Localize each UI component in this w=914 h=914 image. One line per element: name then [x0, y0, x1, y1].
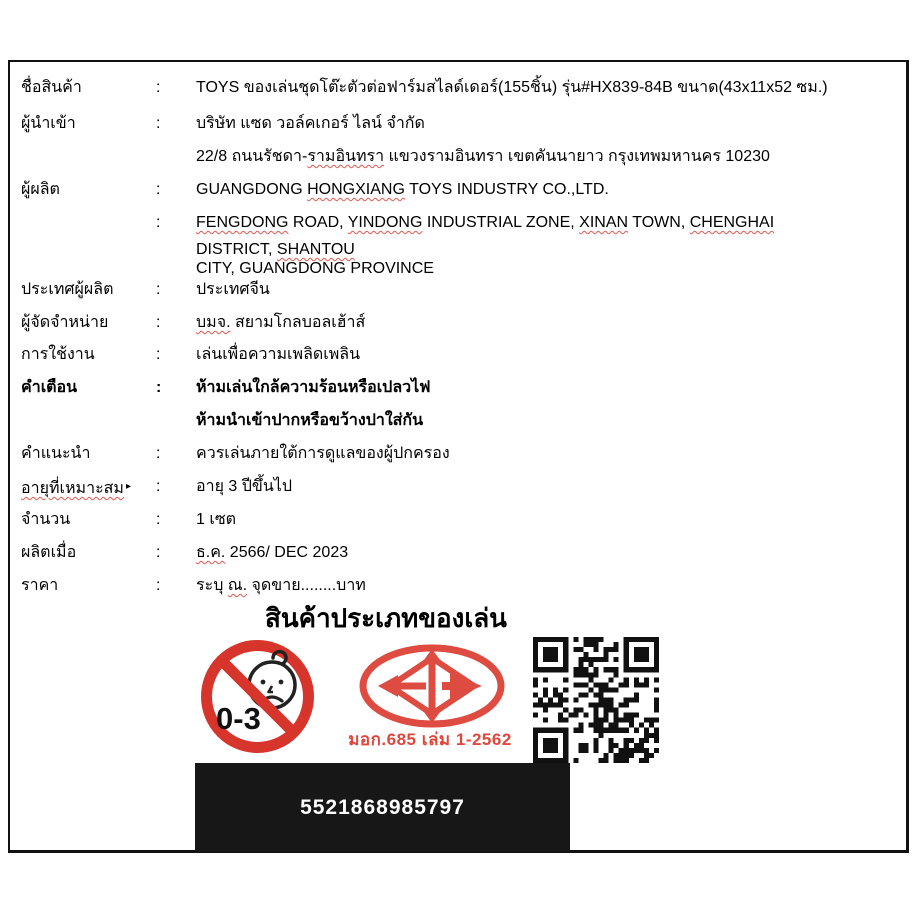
field-row-price	[0, 574, 914, 598]
text-part-misspelled: XINAN	[579, 214, 629, 231]
text-part-misspelled: FENGDONG	[196, 214, 289, 231]
field-value: อายุ 3 ปีขึ้นไป	[196, 478, 292, 495]
text-part-misspelled: อายุที่เหมาะสม	[21, 480, 124, 497]
field-row-distributor	[0, 311, 914, 335]
field-row-warning	[0, 376, 914, 400]
text-part: INDUSTRIAL ZONE,	[422, 214, 580, 231]
field-colon: :	[156, 478, 161, 495]
field-label: ประเทศผู้ผลิต	[21, 281, 114, 298]
field-value: TOYS ของเล่นชุดโต๊ะตัวต่อฟาร์มสไลด์เดอร์(155ชิ้น) รุ่น#HX839-84B ขนาด(43x11x52 ซม.)	[196, 79, 828, 96]
field-row-quantity	[0, 508, 914, 532]
product-type-title: สินค้าประเภทของเล่น	[265, 603, 507, 633]
field-value	[196, 178, 609, 202]
field-label: การใช้งาน	[21, 346, 95, 363]
text-part: สยามโกลบอลเฮ้าส์	[230, 314, 366, 331]
text-part: ระบุ	[196, 577, 228, 594]
field-row-country	[0, 278, 914, 302]
text-part-misspelled: รามอินทรา	[307, 148, 385, 165]
field-value: ควรเล่นภายใต้การดูแลของผู้ปกครอง	[196, 445, 450, 462]
field-row-importer	[0, 112, 914, 136]
field-colon: :	[156, 181, 161, 198]
annotation-marker-icon: ▸	[125, 481, 131, 492]
tis-mark-icon	[358, 644, 506, 728]
field-colon: :	[156, 214, 161, 231]
text-part-misspelled: HONGXIANG	[307, 181, 405, 198]
field-label: คำเตือน	[21, 379, 78, 396]
field-value: ห้ามนำเข้าปากหรือขว้างปาใส่กัน	[196, 412, 424, 429]
field-colon: :	[156, 115, 161, 132]
tis-caption: มอก.685 เล่ม 1-2562	[348, 730, 512, 749]
field-value	[196, 311, 365, 335]
text-part-misspelled: ธ.ค.	[196, 544, 226, 561]
field-value	[196, 574, 366, 598]
field-value: ประเทศจีน	[196, 281, 270, 298]
text-part-misspelled: SHANTOU	[276, 241, 355, 258]
text-part: 2566/ DEC 2023	[225, 544, 349, 561]
field-label: จำนวน	[21, 511, 71, 528]
field-value: เล่นเพื่อความเพลิดเพลิน	[196, 346, 361, 363]
field-colon: :	[156, 281, 161, 298]
field-value	[196, 211, 774, 235]
field-row-manufacturer	[0, 178, 914, 202]
field-row-importer-address	[0, 145, 914, 169]
field-colon: :	[156, 544, 161, 561]
field-label: ผู้จัดจำหน่าย	[21, 314, 109, 331]
text-part: GUANGDONG	[196, 181, 308, 198]
text-part: DISTRICT,	[196, 241, 277, 258]
text-part: จุดขาย........บาท	[247, 577, 366, 594]
field-colon: :	[156, 79, 161, 96]
field-value: บริษัท แซด วอล์คเกอร์ ไลน์ จำกัด	[196, 115, 425, 132]
age-range-text: 0-3	[216, 701, 261, 736]
field-label: ราคา	[21, 577, 59, 594]
field-row-product-name	[0, 76, 914, 100]
field-colon: :	[156, 314, 161, 331]
field-colon: :	[156, 511, 161, 528]
field-value	[196, 541, 348, 565]
field-label: ชื่อสินค้า	[21, 79, 82, 96]
field-row-usage	[0, 343, 914, 367]
field-row-manufacturer-address-1	[0, 211, 914, 235]
age-0-3-prohibition-icon	[200, 639, 315, 754]
field-colon: :	[156, 577, 161, 594]
field-colon: :	[156, 445, 161, 462]
field-label	[21, 475, 131, 501]
text-part-misspelled: YINDONG	[347, 214, 423, 231]
barcode-number: 5521868985797	[300, 795, 465, 819]
text-part: TOYS INDUSTRY CO.,LTD.	[404, 181, 609, 198]
barcode-box	[195, 763, 570, 852]
field-label: คำแนะนำ	[21, 445, 91, 462]
text-part: ROAD,	[288, 214, 348, 231]
field-value: ห้ามเล่นใกล้ความร้อนหรือเปลวไฟ	[196, 379, 431, 396]
text-part-misspelled: CHENGHAI	[689, 214, 775, 231]
qr-code	[533, 637, 659, 763]
field-colon: :	[156, 346, 161, 363]
text-part: TOWN,	[628, 214, 690, 231]
field-value	[196, 145, 770, 169]
text-part-misspelled: บมจ.	[196, 314, 231, 331]
text-part: แขวงรามอินทรา เขตคันนายาว กรุงเทพมหานคร 10230	[384, 148, 770, 165]
field-colon: :	[156, 379, 162, 396]
field-row-warning-2	[0, 409, 914, 433]
field-row-advice	[0, 442, 914, 466]
field-label: ผลิตเมื่อ	[21, 544, 77, 561]
field-row-age	[0, 475, 914, 499]
field-label: ผู้ผลิต	[21, 181, 60, 198]
field-value: 1 เซต	[196, 511, 237, 528]
field-label: ผู้นำเข้า	[21, 115, 76, 132]
text-part-misspelled: ณ.	[227, 577, 248, 594]
text-part: 22/8 ถนนรัชดา-	[196, 148, 308, 165]
field-value: CITY, GUANGDONG PROVINCE	[196, 260, 434, 277]
field-row-mfg-date	[0, 541, 914, 565]
